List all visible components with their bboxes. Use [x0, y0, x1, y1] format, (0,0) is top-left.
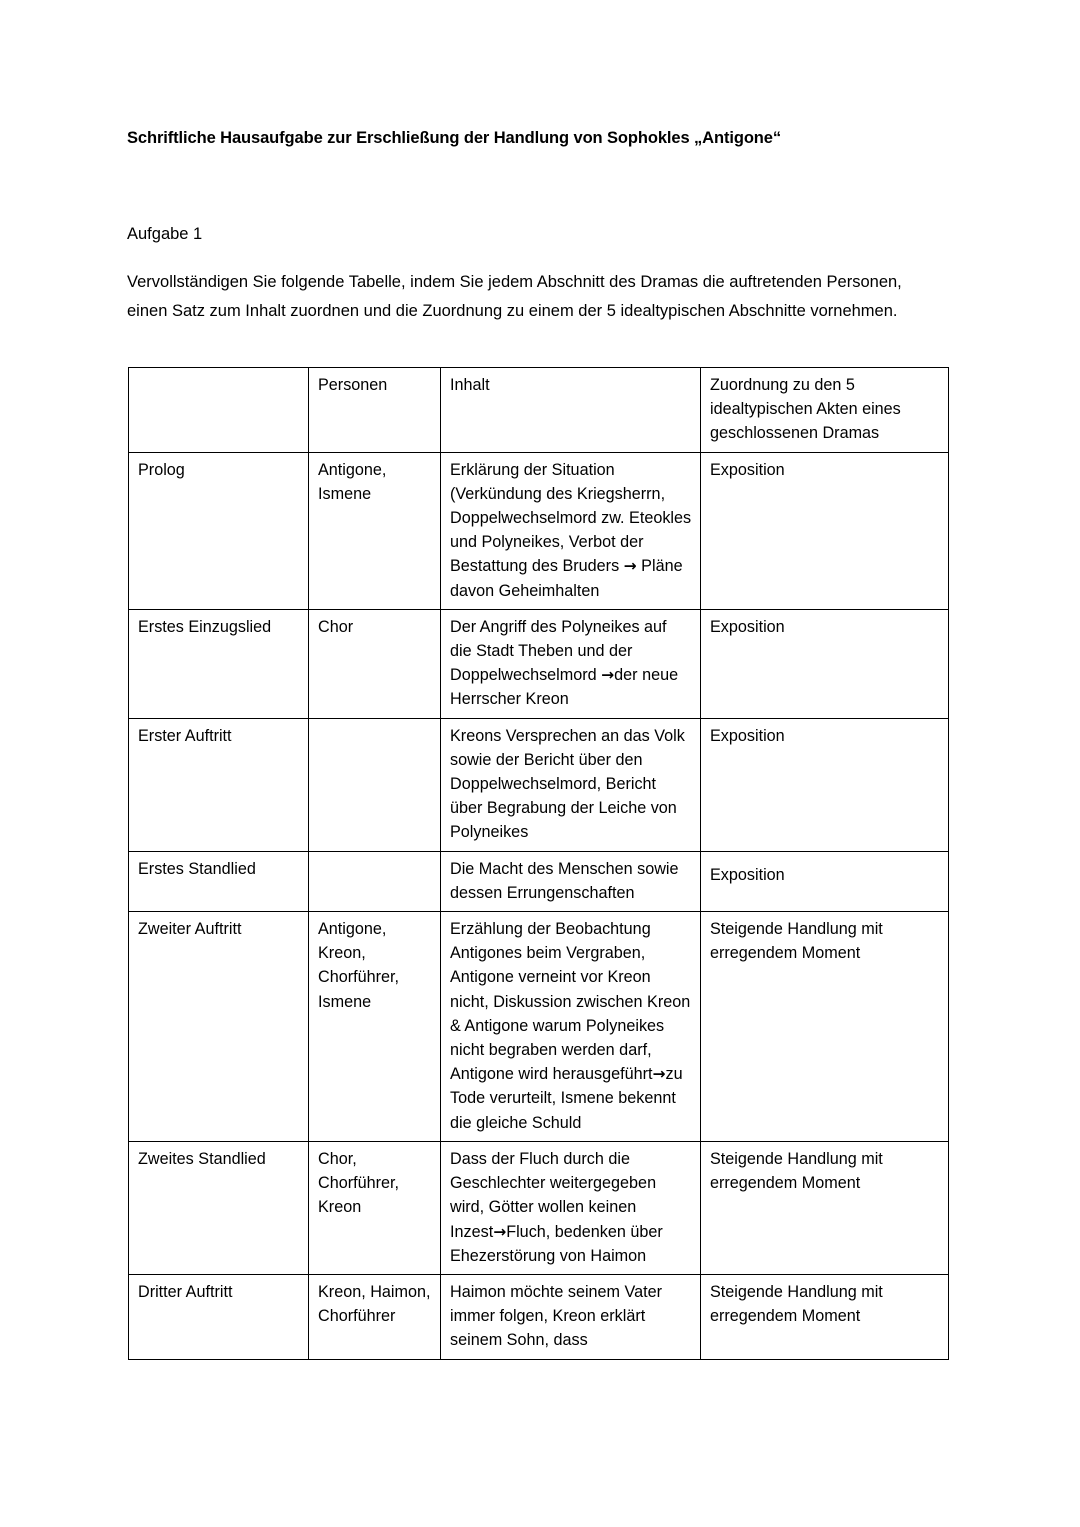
arrow-icon: →: [493, 1222, 507, 1241]
cell-personen: Antigone, Ismene: [309, 452, 441, 609]
header-cell-inhalt: Inhalt: [441, 368, 701, 453]
inhalt-text-before: Dass der Fluch durch die Geschlechter weitergegeben wird, Götter wollen keinen Inzest: [450, 1149, 657, 1241]
cell-zuordnung: [701, 452, 949, 609]
inhalt-text-after: Pläne davon Geheimhalten: [450, 557, 683, 600]
zuordnung-text: Exposition: [710, 617, 785, 636]
cell-inhalt: [441, 718, 701, 851]
cell-section: Erster Auftritt: [129, 718, 309, 851]
table-row: [129, 609, 949, 718]
table-row: [129, 452, 949, 609]
cell-section: Erstes Standlied: [129, 851, 309, 911]
table-row: [129, 912, 949, 1142]
arrow-icon: →: [652, 1065, 666, 1084]
zuordnung-text: Exposition: [710, 460, 785, 479]
cell-zuordnung: [701, 851, 949, 911]
table-row: [129, 1141, 949, 1274]
table-header-row: [129, 368, 949, 453]
cell-inhalt: [441, 452, 701, 609]
zuordnung-text: Exposition: [710, 865, 785, 884]
task-heading: Aufgabe 1: [127, 225, 203, 243]
cell-inhalt: [441, 1274, 701, 1359]
cell-section: Zweiter Auftritt: [129, 912, 309, 1142]
table-row: [129, 718, 949, 851]
cell-inhalt: [441, 1141, 701, 1274]
drama-structure-table: [128, 367, 949, 1360]
cell-zuordnung: [701, 912, 949, 1142]
zuordnung-text: Exposition: [710, 726, 785, 745]
inhalt-text-after: zu Tode verurteilt, Ismene bekennt die gleiche Schuld: [450, 1065, 683, 1132]
inhalt-text-before: Haimon möchte seinem Vater immer folgen, Kreon erklärt seinem Sohn, dass: [450, 1282, 663, 1350]
cell-zuordnung: [701, 1274, 949, 1359]
task-instructions: Vervollständigen Sie folgende Tabelle, indem Sie jedem Abschnitt des Dramas die auftretenden Personen, einen Satz zum Inhalt zuordnen und die Zuordnung zu einem der 5 idealtypischen Abschnitte vornehmen.: [127, 273, 902, 320]
inhalt-text-before: Die Macht des Menschen sowie dessen Errungenschaften: [450, 859, 679, 902]
cell-zuordnung: [701, 718, 949, 851]
cell-personen: [309, 851, 441, 911]
inhalt-text-before: Erzählung der Beobachtung Antigones beim Vergraben, Antigone verneint vor Kreon nicht, Diskussion zwischen Kreon & Antigone warum Polyneikes nicht begraben werden darf, Antigone wird herausgeführt: [450, 920, 691, 1084]
cell-personen: Chor: [309, 609, 441, 718]
table-row: [129, 1274, 949, 1359]
zuordnung-text: Steigende Handlung mit erregendem Moment: [710, 920, 883, 963]
arrow-icon: →: [623, 557, 637, 576]
inhalt-text-after: der neue Herrscher Kreon: [450, 666, 679, 709]
table-row: [129, 851, 949, 911]
cell-inhalt: [441, 851, 701, 911]
cell-inhalt: [441, 609, 701, 718]
table-body: [129, 368, 949, 1360]
inhalt-text-before: Erklärung der Situation (Verkündung des Kriegsherrn, Doppelwechselmord zw. Eteokles und Polyneikes, Verbot der Bestattung des Bruders: [450, 460, 692, 576]
cell-section: Dritter Auftritt: [129, 1274, 309, 1359]
inhalt-text-before: Der Angriff des Polyneikes auf die Stadt Theben und der Doppelwechselmord: [450, 617, 667, 685]
cell-personen: [309, 718, 441, 851]
cell-personen: Kreon, Haimon, Chorführer: [309, 1274, 441, 1359]
header-cell-section: [129, 368, 309, 453]
inhalt-text-after: Fluch, bedenken über Ehezerstörung von Haimon: [450, 1222, 663, 1265]
header-cell-personen: Personen: [309, 368, 441, 453]
inhalt-text-before: Kreons Versprechen an das Volk sowie der Bericht über den Doppelwechselmord, Bericht über Begrabung der Leiche von Polyneikes: [450, 726, 685, 842]
cell-personen: Chor, Chorführer, Kreon: [309, 1141, 441, 1274]
cell-section: Prolog: [129, 452, 309, 609]
header-cell-zuordnung: [701, 368, 949, 453]
cell-section: Erstes Einzugslied: [129, 609, 309, 718]
cell-personen: Antigone, Kreon, Chorführer, Ismene: [309, 912, 441, 1142]
cell-inhalt: [441, 912, 701, 1142]
header-zuordnung-text: Zuordnung zu den 5 idealtypischen Akten eines geschlossenen Dramas: [710, 376, 901, 443]
arrow-icon: →: [601, 666, 615, 685]
page-title: Schriftliche Hausaufgabe zur Erschließung der Handlung von Sophokles „Antigone“: [127, 129, 782, 147]
cell-zuordnung: [701, 1141, 949, 1274]
zuordnung-text: Steigende Handlung mit erregendem Moment: [710, 1149, 883, 1193]
cell-section: Zweites Standlied: [129, 1141, 309, 1274]
cell-zuordnung: [701, 609, 949, 718]
zuordnung-text: Steigende Handlung mit erregendem Moment: [710, 1282, 883, 1326]
